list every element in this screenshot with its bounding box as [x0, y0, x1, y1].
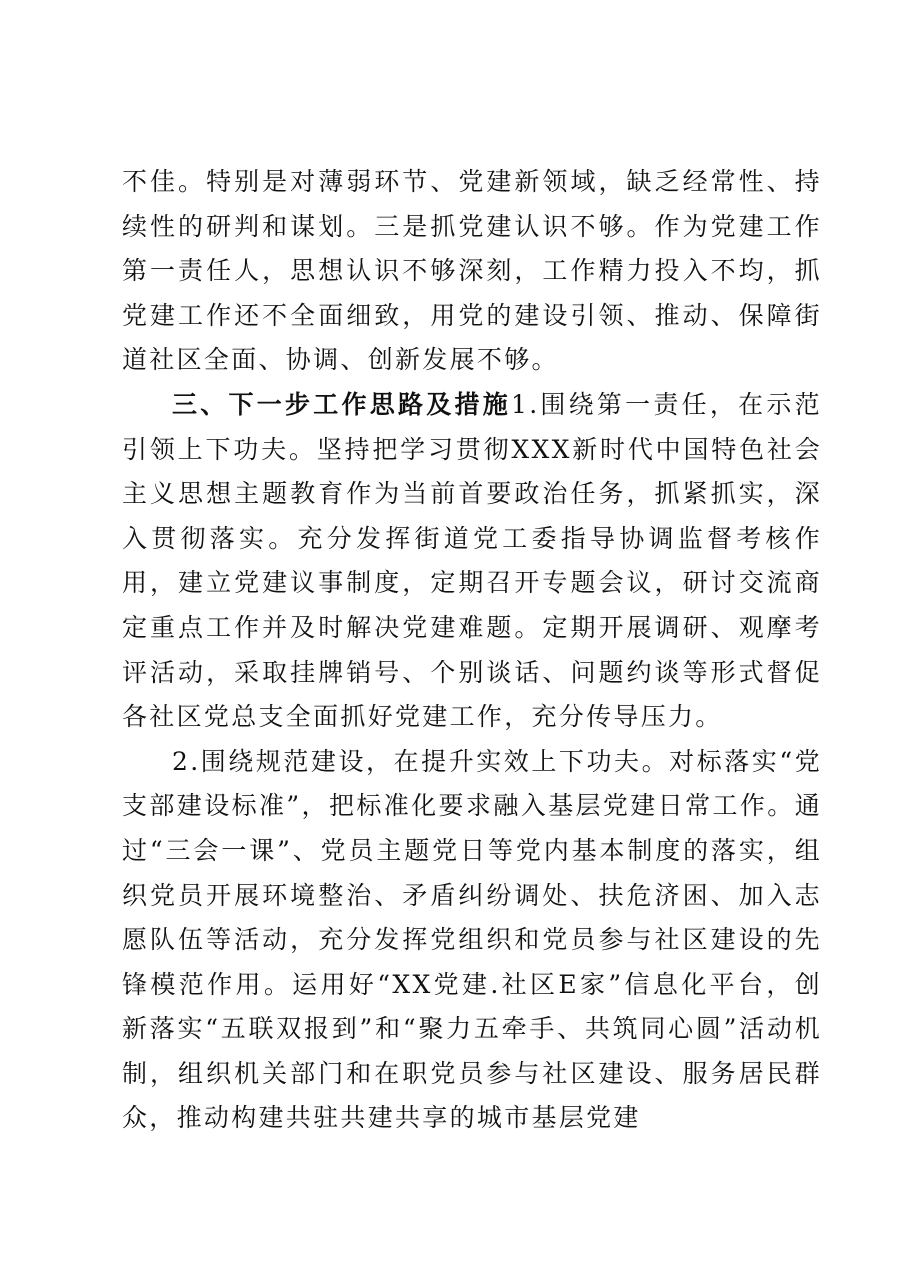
document-page	[122, 160, 822, 1141]
section-heading: 三、下一步工作思路及措施	[172, 389, 512, 419]
paragraph-1-text: 不佳。特别是对薄弱环节、党建新领域，缺乏经常性、持续性的研判和谋划。三是抓党建认识不够。作为党建工作第一责任人，思想认识不够深刻，工作精力投入不均，抓党建工作还不全面细致，用党的建设引领、推动、保障街道社区全面、协调、创新发展不够。	[122, 167, 822, 375]
paragraph-2	[122, 383, 822, 740]
paragraph-3-text: 2.围绕规范建设，在提升实效上下功夫。对标落实“党支部建设标准”，把标准化要求融入基层党建日常工作。通过“三会一课”、党员主题党日等党内基本制度的落实，组织党员开展环境整治、矛盾纠纷调处、扶危济困、加入志愿队伍等活动，充分发挥党组织和党员参与社区建设的先锋模范作用。运用好“XX党建.社区E家”信息化平台，创新落实“五联双报到”和“聚力五牵手、共筑同心圆”活动机制，组织机关部门和在职党员参与社区建设、服务居民群众，推动构建共驻共建共享的城市基层党建	[122, 746, 822, 1133]
paragraph-2-text: 1.围绕第一责任，在示范引领上下功夫。坚持把学习贯彻XXX新时代中国特色社会主义思想主题教育作为当前首要政治任务，抓紧抓实，深入贯彻落实。充分发挥街道党工委指导协调监督考核作用，建立党建议事制度，定期召开专题会议，研讨交流商定重点工作并及时解决党建难题。定期开展调研、观摩考评活动，采取挂牌销号、个别谈话、问题约谈等形式督促各社区党总支全面抓好党建工作，充分传导压力。	[122, 389, 822, 732]
paragraph-1	[122, 160, 822, 383]
paragraph-3	[122, 740, 822, 1141]
